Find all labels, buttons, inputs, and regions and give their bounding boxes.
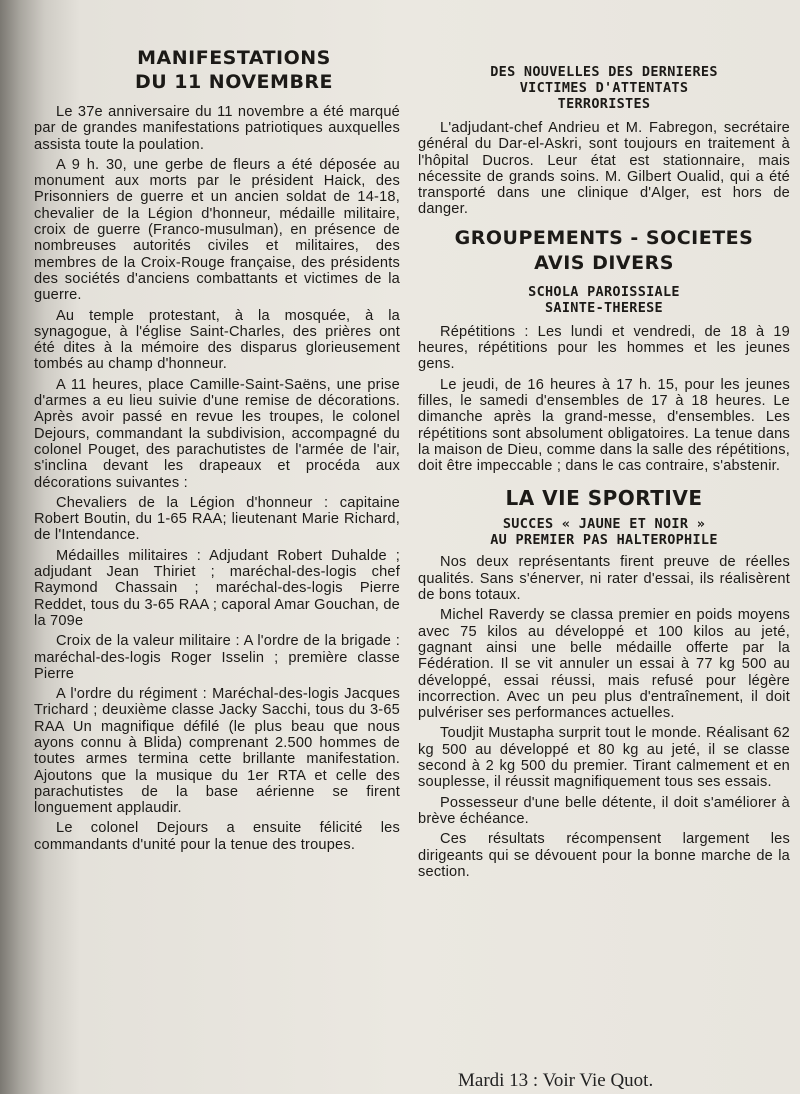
armistice-paragraph-3: Au temple protestant, à la mosquée, à la synagogue, à l'église Saint-Charles, des prières ont été dites à la mémoire des disparus glorieusement tombés au champ d'honneur. [34, 307, 400, 373]
groups-headline [418, 226, 790, 276]
schola-headline [418, 284, 790, 316]
sport-paragraph-4: Possesseur d'une belle détente, il doit s'améliorer à brève échéance. [418, 794, 790, 827]
groups-headline-line1: GROUPEMENTS - SOCIETES [454, 226, 754, 249]
news-article [418, 120, 790, 218]
armistice-headline-line2: DU 11 NOVEMBRE [134, 71, 334, 93]
sport-subheadline-line2: AU PREMIER PAS HALTEROPHILE [490, 532, 718, 549]
schola-paragraph-1: Répétitions : Les lundi et vendredi, de 18 à 19 heures, répétitions pour les hommes et les jeunes gens. [418, 323, 790, 373]
schola-headline-line2: SAINTE-THERESE [545, 299, 663, 316]
news-headline [418, 64, 790, 112]
armistice-paragraph-8: A l'ordre du régiment : Maréchal-des-logis Jacques Trichard ; deuxième classe Jacky Sacchi, tous du 3-65 RAA Un magnifique défilé (le plus beau que nous ayons connu à Blida) comprenant 2.500 hommes de toutes armes termina cette brillante manifestation. Ajoutons que la musique du 1er RTA et celle des parachutistes de la base aérienne se firent longuement applaudir. [34, 686, 400, 817]
news-paragraph: L'adjudant-chef Andrieu et M. Fabregon, secrétaire général du Dar-el-Askri, sont toujours en traitement à l'hôpital Ducros. Leur état est stationnaire, mais nécessite de grands soins. M. Gilbert Oualid, qui a été transporté dans une clinique d'Alger, est hors de danger. [418, 120, 790, 218]
sport-headline: LA VIE SPORTIVE [505, 486, 703, 511]
schola-article [418, 324, 790, 475]
news-headline-line3: TERRORISTES [557, 96, 651, 112]
armistice-paragraph-7: Croix de la valeur militaire : A l'ordre de la brigade : maréchal-des-logis Roger Isselin ; première classe Pierre [34, 633, 400, 682]
armistice-paragraph-1: Le 37e anniversaire du 11 novembre a été marqué par de grandes manifestations patriotiques auxquelles assista toute la poulation. [34, 104, 400, 153]
schola-headline-line1: SCHOLA PAROISSIALE [528, 283, 680, 300]
sport-subheadline [418, 516, 790, 548]
sport-paragraph-3: Toudjit Mustapha surprit tout le monde. Réalisant 62 kg 500 au développé et 80 kg au jeté, il se classe second à 2 kg 500 du premier. Tirant calmement et en souplesse, il réussit magnifiquement tous ses essais. [418, 725, 790, 791]
news-headline-line2: VICTIMES D'ATTENTATS [519, 80, 689, 96]
armistice-paragraph-6: Médailles militaires : Adjudant Robert Duhalde ; adjudant Jean Thiriet ; maréchal-des-logis chef Raymond Chassain ; maréchal-des-logis Pierre Reddet, tous du 3-65 RAA ; caporal Amar Gouchan, de la 709e [34, 547, 400, 629]
sport-subheadline-line1: SUCCES « JAUNE ET NOIR » [502, 516, 706, 533]
armistice-paragraph-5: Chevaliers de la Légion d'honneur : capitaine Robert Boutin, du 1-65 RAA; lieutenant Marie Richard, de l'Intendance. [34, 494, 400, 544]
armistice-headline-line1: MANIFESTATIONS [137, 47, 331, 69]
right-column [418, 0, 790, 880]
armistice-paragraph-4: A 11 heures, place Camille-Saint-Saëns, une prise d'armes a eu lieu suivie d'une remise de décorations. Après avoir passé en revue les troupes, le colonel Dejours, commandant la subdivision, accompagné du colonel Pouget, des parachutistes de l'armée de l'air, s'inclina devant les drapeaux et procéda aux décorations suivantes : [34, 376, 400, 491]
armistice-headline [28, 46, 400, 94]
armistice-article [28, 104, 400, 853]
sport-article [418, 554, 790, 880]
handwritten-note: Mardi 13 : Voir Vie Quot. [458, 1070, 654, 1091]
sport-paragraph-2: Michel Raverdy se classa premier en poids moyens avec 75 kilos au développé et 100 kilos au jeté, gagnant ainsi une belle médaille offerte par la Fédération. Il se vit annuler un essai à 77 kg 500 au développé, essai réussi, mais refusé pour légère incorrection. Avec un peu plus d'entraînement, il doit pulvériser ses performances actuelles. [418, 607, 790, 722]
sport-paragraph-1: Nos deux représentants firent preuve de réelles qualités. Sans s'énerver, ni rater d'essai, ils réalisèrent de bons totaux. [418, 554, 790, 604]
left-column [28, 0, 400, 853]
groups-headline-line2: AVIS DIVERS [534, 251, 674, 274]
news-headline-line1: DES NOUVELLES DES DERNIERES [490, 64, 718, 80]
schola-paragraph-2: Le jeudi, de 16 heures à 17 h. 15, pour les jeunes filles, le samedi d'ensembles de 17 à 18 heures. Le dimanche après la grand-messe, d'ensembles. Les répétitions sont absolument obligatoires. La tenue dans la maison de Dieu, comme dans la salle des répétitions, doit être impeccable ; dans le cas contraire, s'abstenir. [418, 376, 790, 475]
armistice-paragraph-2: A 9 h. 30, une gerbe de fleurs a été déposée au monument aux morts par le président Haick, des Prisonniers de guerre et un ancien soldat de 14-18, chevalier de la Légion d'honneur, médaille militaire, croix de guerre (Franco-musulman), en présence de nombreuses autorités civiles et militaires, des membres de la Croix-Rouge française, des présidents des sociétés d'anciens combattants et victimes de la guerre. [34, 156, 400, 304]
sport-paragraph-5: Ces résultats récompensent largement les dirigeants qui se dévouent pour la bonne marche de la section. [418, 831, 790, 880]
armistice-paragraph-9: Le colonel Dejours a ensuite félicité les commandants d'unité pour la tenue des troupes. [34, 820, 400, 853]
